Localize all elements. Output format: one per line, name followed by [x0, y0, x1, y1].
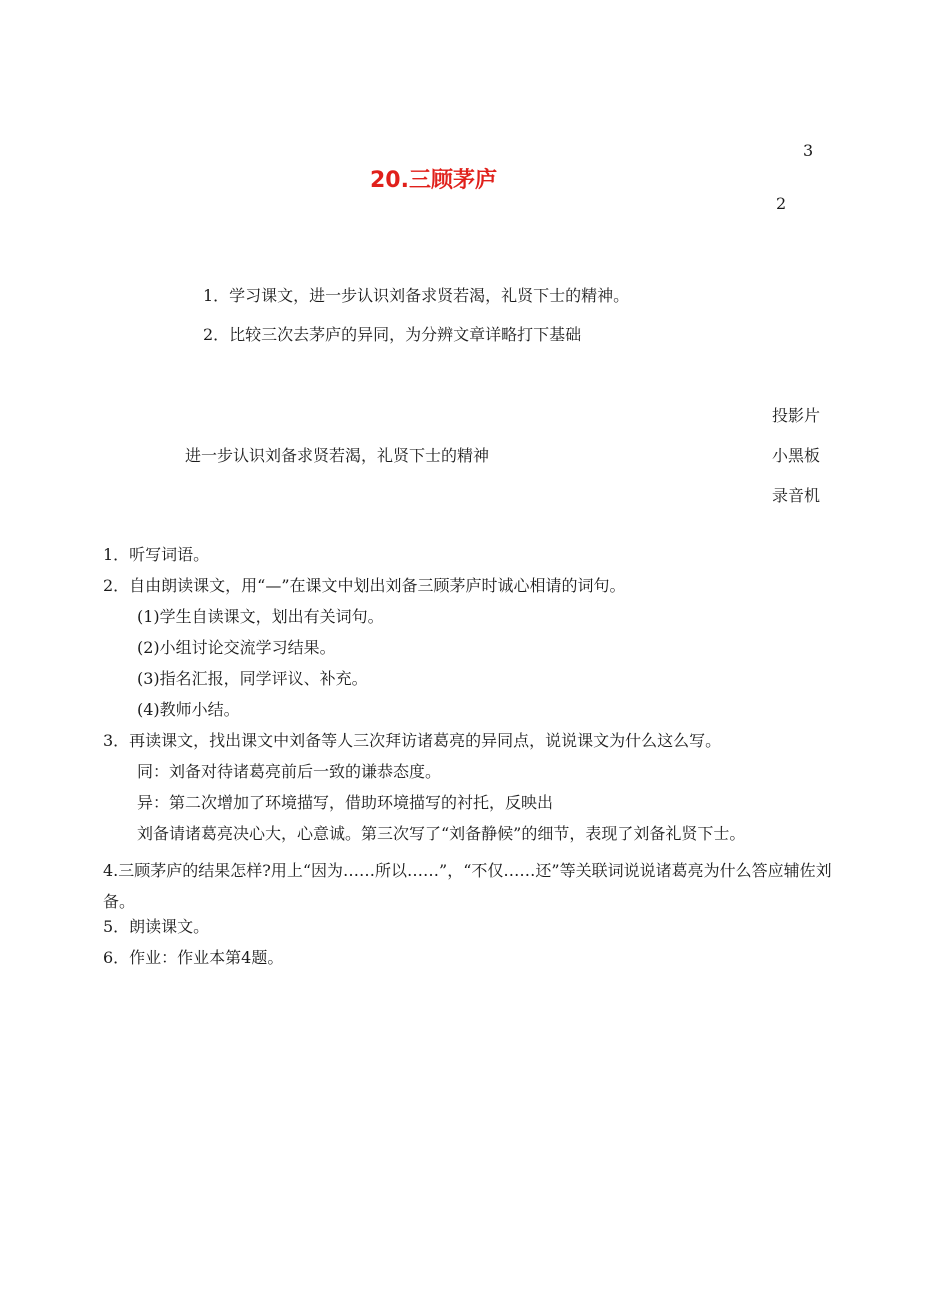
sub-step-item: 刘备请诸葛亮决心大，心意诚。第三次写了“刘备静候”的细节，表现了刘备礼贤下士。	[137, 824, 746, 843]
step-item: 5．朗读课文。	[103, 917, 210, 936]
objective-1: 1．学习课文，进一步认识刘备求贤若渴，礼贤下士的精神。	[203, 286, 630, 305]
objective-2: 2．比较三次去茅庐的异同，为分辨文章详略打下基础	[203, 325, 582, 344]
step-item: 3．再读课文，找出课文中刘备等人三次拜访诸葛亮的异同点，说说课文为什么这么写。	[103, 731, 722, 750]
step-item: 1．听写词语。	[103, 545, 210, 564]
page-number-sub: 2	[776, 194, 787, 213]
sub-step-item: (4)教师小结。	[137, 700, 240, 719]
key-focus: 进一步认识刘备求贤若渴，礼贤下士的精神	[185, 446, 490, 465]
step-item: 4.三顾茅庐的结果怎样?用上“因为……所以……”，“不仅……还”等关联词说说诸葛亮为什么答应辅佐刘备。	[103, 861, 832, 911]
sub-step-item: 同：刘备对待诸葛亮前后一致的谦恭态度。	[137, 762, 442, 781]
lesson-title: 20.三顾茅庐	[370, 168, 497, 193]
step-item: 2．自由朗读课文，用“—”在课文中划出刘备三顾茅庐时诚心相请的词句。	[103, 576, 626, 595]
material-item: 录音机	[772, 486, 821, 505]
teaching-steps	[103, 545, 863, 979]
sub-step-item: 异：第二次增加了环境描写，借助环境描写的衬托，反映出	[137, 793, 554, 812]
sub-step-item: (2)小组讨论交流学习结果。	[137, 638, 336, 657]
sub-step-item: (1)学生自读课文，划出有关词句。	[137, 607, 384, 626]
page-number-top: 3	[803, 141, 814, 160]
step-item: 6．作业：作业本第4题。	[103, 948, 284, 967]
sub-step-item: (3)指名汇报，同学评议、补充。	[137, 669, 368, 688]
material-item: 投影片	[772, 406, 821, 425]
material-item: 小黑板	[772, 446, 821, 465]
